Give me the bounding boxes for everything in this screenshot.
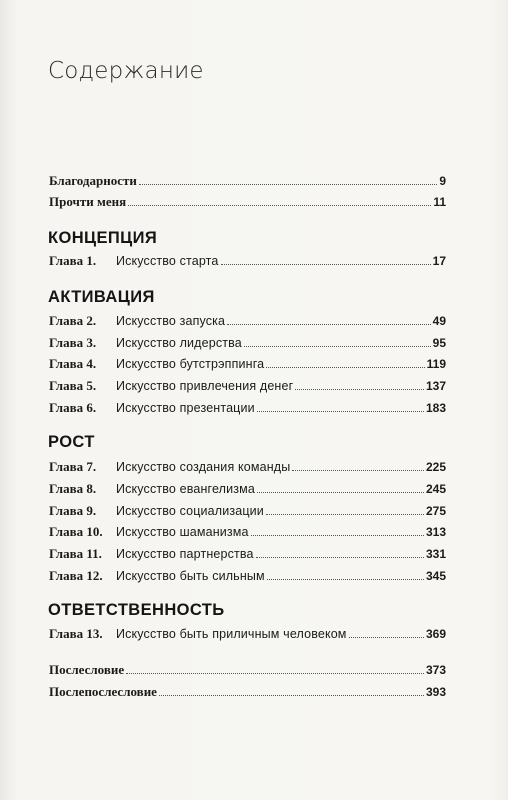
- toc-entry-chapter-3[interactable]: [49, 334, 446, 350]
- chapter-page-number: 245: [425, 482, 446, 496]
- page-title: Содержание: [48, 58, 204, 84]
- leader-dots: [266, 513, 424, 515]
- chapter-page-number: 49: [432, 314, 446, 328]
- chapter-number: Глава 5.: [49, 378, 97, 393]
- toc-entry-chapter-6[interactable]: [49, 399, 446, 415]
- entry-label: Благодарности: [49, 173, 137, 188]
- toc-entry-acknowledgements[interactable]: [49, 172, 446, 188]
- leader-dots: [266, 366, 424, 368]
- section-heading-concept: КОНЦЕПЦИЯ: [48, 229, 158, 247]
- toc-entry-afterword[interactable]: [49, 661, 446, 677]
- leader-dots: [256, 556, 424, 558]
- chapter-name: Искусство создания команды: [116, 460, 291, 474]
- leader-dots: [349, 636, 424, 638]
- section-heading-activation: АКТИВАЦИЯ: [48, 288, 155, 306]
- chapter-number: Глава 8.: [49, 481, 97, 496]
- chapter-number: Глава 9.: [49, 503, 97, 518]
- toc-entry-post-afterword[interactable]: [49, 683, 446, 699]
- leader-dots: [126, 672, 424, 674]
- toc-entry-chapter-5[interactable]: [49, 377, 446, 393]
- chapter-name: Искусство шаманизма: [116, 525, 249, 539]
- entry-page-number: 9: [439, 174, 446, 188]
- leader-dots: [244, 345, 431, 347]
- leader-dots: [139, 183, 437, 185]
- leader-dots: [257, 491, 424, 493]
- entry-label: Прочти меня: [49, 194, 127, 209]
- chapter-name: Искусство социализации: [116, 504, 264, 518]
- chapter-number: Глава 4.: [49, 356, 97, 371]
- toc-entry-chapter-11[interactable]: [49, 545, 446, 561]
- leader-dots: [251, 534, 424, 536]
- chapter-number: Глава 10.: [49, 524, 103, 539]
- chapter-page-number: 183: [425, 401, 446, 415]
- section-heading-responsibility: ОТВЕТСТВЕННОСТЬ: [48, 601, 225, 619]
- chapter-page-number: 331: [425, 547, 446, 561]
- chapter-name: Искусство запуска: [116, 314, 226, 328]
- toc-entry-chapter-2[interactable]: [49, 312, 446, 328]
- toc-entry-chapter-1[interactable]: [49, 252, 446, 268]
- toc-entry-chapter-10[interactable]: [49, 523, 446, 539]
- chapter-number: Глава 12.: [49, 568, 103, 583]
- chapter-name: Искусство быть приличным человеком: [116, 627, 347, 641]
- entry-page-number: 373: [425, 663, 446, 677]
- chapter-number: Глава 1.: [49, 253, 97, 268]
- leader-dots: [227, 323, 430, 325]
- chapter-page-number: 137: [425, 379, 446, 393]
- chapter-number: Глава 7.: [49, 459, 97, 474]
- chapter-page-number: 369: [425, 627, 446, 641]
- chapter-page-number: 345: [425, 569, 446, 583]
- toc-entry-chapter-7[interactable]: [49, 458, 446, 474]
- entry-label: Послесловие: [49, 662, 125, 677]
- toc-entry-chapter-12[interactable]: [49, 567, 446, 583]
- leader-dots: [221, 263, 431, 265]
- chapter-number: Глава 2.: [49, 313, 97, 328]
- toc-entry-read-me[interactable]: [49, 193, 446, 209]
- chapter-page-number: 313: [425, 525, 446, 539]
- chapter-number: Глава 11.: [49, 546, 102, 561]
- leader-dots: [295, 388, 424, 390]
- chapter-page-number: 225: [425, 460, 446, 474]
- chapter-name: Искусство бутстрэппинга: [116, 357, 265, 371]
- toc-entry-chapter-8[interactable]: [49, 480, 446, 496]
- chapter-name: Искусство презентации: [116, 401, 255, 415]
- entry-page-number: 11: [433, 195, 446, 209]
- chapter-number: Глава 13.: [49, 626, 103, 641]
- chapter-name: Искусство партнерства: [116, 547, 254, 561]
- entry-page-number: 393: [425, 685, 446, 699]
- chapter-page-number: 119: [426, 357, 446, 371]
- chapter-name: Искусство лидерства: [116, 336, 242, 350]
- leader-dots: [128, 204, 431, 206]
- chapter-page-number: 17: [432, 254, 446, 268]
- chapter-name: Искусство евангелизма: [116, 482, 255, 496]
- leader-dots: [267, 578, 424, 580]
- toc-entry-chapter-9[interactable]: [49, 502, 446, 518]
- chapter-name: Искусство привлечения денег: [116, 379, 294, 393]
- leader-dots: [159, 694, 424, 696]
- leader-dots: [292, 469, 424, 471]
- entry-label: Послепослесловие: [49, 684, 157, 699]
- toc-entry-chapter-4[interactable]: [49, 355, 446, 371]
- chapter-name: Искусство быть сильным: [116, 569, 265, 583]
- chapter-number: Глава 3.: [49, 335, 97, 350]
- chapter-page-number: 275: [425, 504, 446, 518]
- section-heading-growth: РОСТ: [48, 433, 95, 451]
- chapter-name: Искусство старта: [116, 254, 219, 268]
- leader-dots: [257, 410, 424, 412]
- chapter-number: Глава 6.: [49, 400, 97, 415]
- toc-entry-chapter-13[interactable]: [49, 625, 446, 641]
- chapter-page-number: 95: [432, 336, 446, 350]
